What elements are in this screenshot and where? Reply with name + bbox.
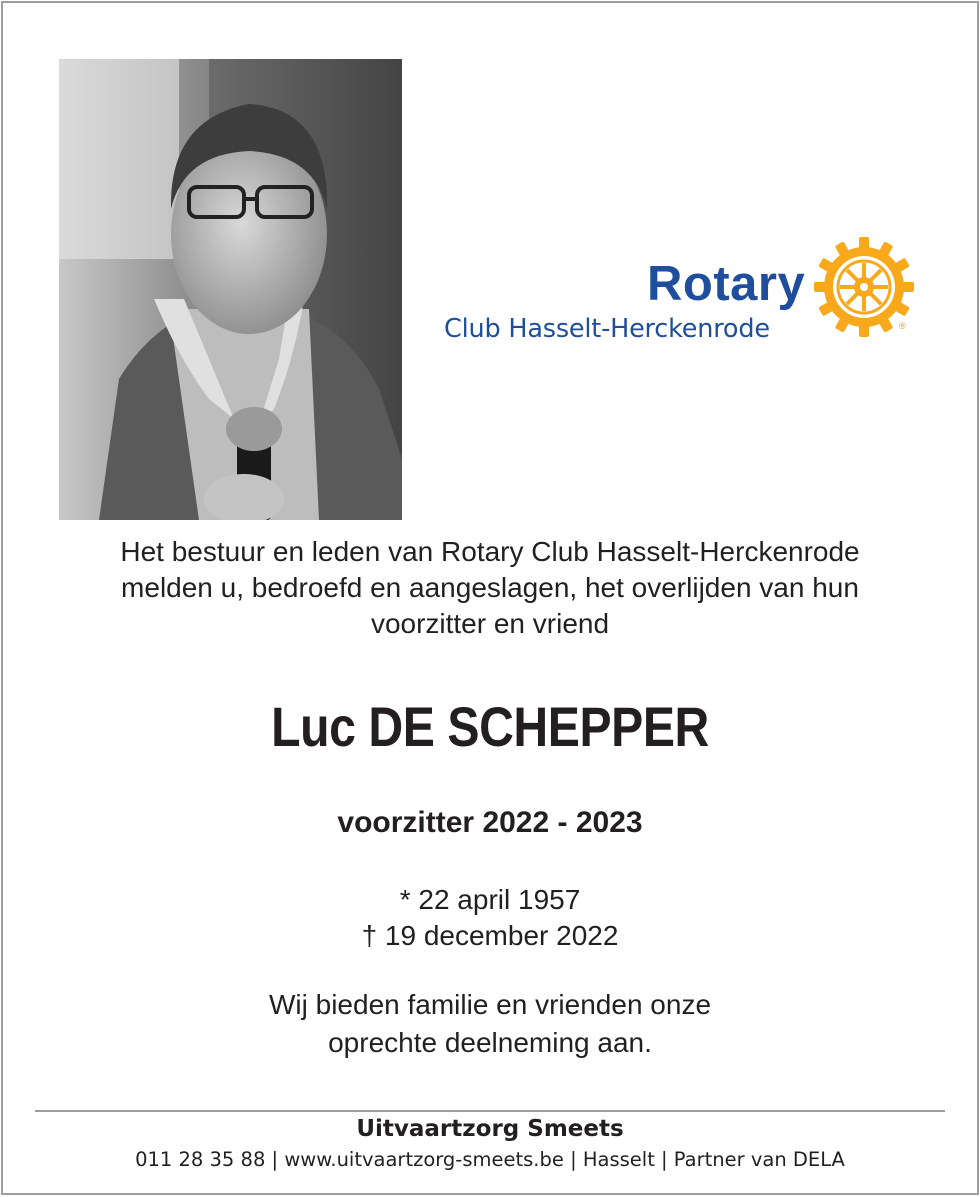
intro-line: melden u, bedroefd en aangeslagen, het overlijden van hun <box>121 572 859 603</box>
rotary-logo <box>440 230 920 350</box>
condolence-line: oprechte deelneming aan. <box>328 1027 652 1058</box>
funeral-firm-contact: 011 28 35 88 | www.uitvaartzorg-smeets.be | Hasselt | Partner van DELA <box>135 1148 845 1171</box>
funeral-firm-name: Uitvaartzorg Smeets <box>356 1116 624 1142</box>
intro-line: voorzitter en vriend <box>370 608 610 639</box>
registered-mark: ® <box>899 321 906 331</box>
life-dates <box>0 882 980 954</box>
condolence-text <box>0 986 980 1062</box>
deceased-name: Luc DE SCHEPPER <box>271 695 709 758</box>
rotary-wordmark: Rotary <box>647 257 806 311</box>
death-date: † 19 december 2022 <box>361 920 619 951</box>
deceased-role: voorzitter 2022 - 2023 <box>337 806 643 839</box>
portrait-photo <box>59 59 402 520</box>
announcement-text <box>0 534 980 642</box>
condolence-line: Wij bieden familie en vrienden onze <box>268 989 712 1020</box>
club-name: Club Hasselt-Herckenrode <box>444 314 770 344</box>
intro-line: Het bestuur en leden van Rotary Club Hasselt-Herckenrode <box>120 536 860 567</box>
birth-date: * 22 april 1957 <box>399 884 581 915</box>
footer-divider <box>35 1110 945 1112</box>
